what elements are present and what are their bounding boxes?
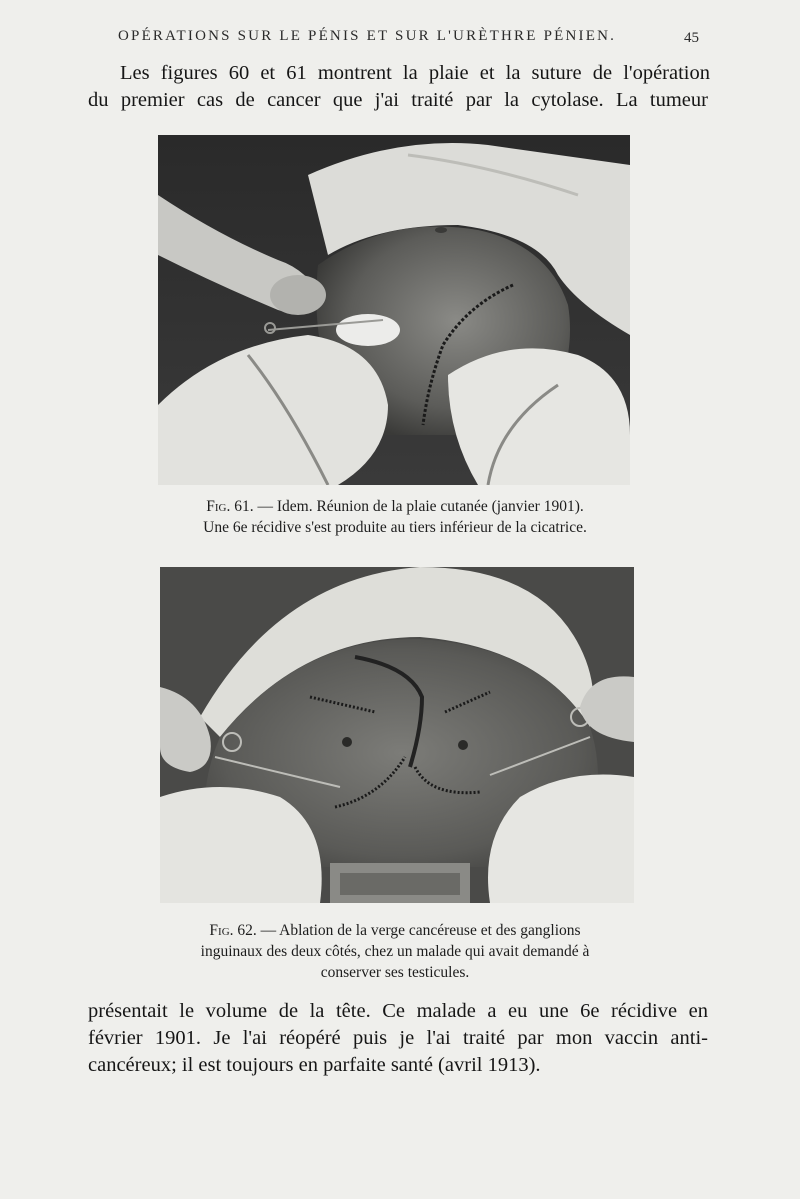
figure-62-photograph (160, 567, 634, 903)
body-text-line-2: du premier cas de cancer que j'ai traité par la cytolase. La tumeur (88, 89, 708, 111)
figure-62-caption (140, 920, 650, 983)
page-number: 45 (684, 30, 699, 46)
figure-62-caption-line-2: inguinaux des deux côtés, chez un malade qui avait demandé à (200, 943, 590, 960)
body-text-line-3: présentait le volume de la tête. Ce malade a eu une 6e récidive en (88, 1000, 708, 1022)
body-text-line-4: février 1901. Je l'ai réopéré puis je l'ai traité par mon vaccin anti- (88, 1027, 708, 1049)
body-text-line-1: Les figures 60 et 61 montrent la plaie et la suture de l'opération (120, 62, 710, 84)
running-head: OPÉRATIONS SUR LE PÉNIS ET SUR L'URÈTHRE PÉNIEN. (118, 28, 617, 44)
body-text-line-5: cancéreux; il est toujours en parfaite santé (avril 1913). (88, 1054, 541, 1076)
figure-61-caption-line-1: — Idem. Réunion de la plaie cutanée (janvier 1901). (257, 498, 584, 515)
figure-62-caption-line-3: conserver ses testicules. (320, 964, 470, 981)
figure-61-caption (140, 496, 650, 538)
figure-62-caption-line-1: — Ablation de la verge cancéreuse et des ganglions (260, 922, 581, 939)
figure-61-caption-line-2: Une 6e récidive s'est produite au tiers inférieur de la cicatrice. (203, 519, 587, 536)
figure-62-label: Fig. 62. (209, 922, 257, 939)
figure-61-label: Fig. 61. (206, 498, 254, 515)
figure-61-photograph (158, 135, 630, 485)
